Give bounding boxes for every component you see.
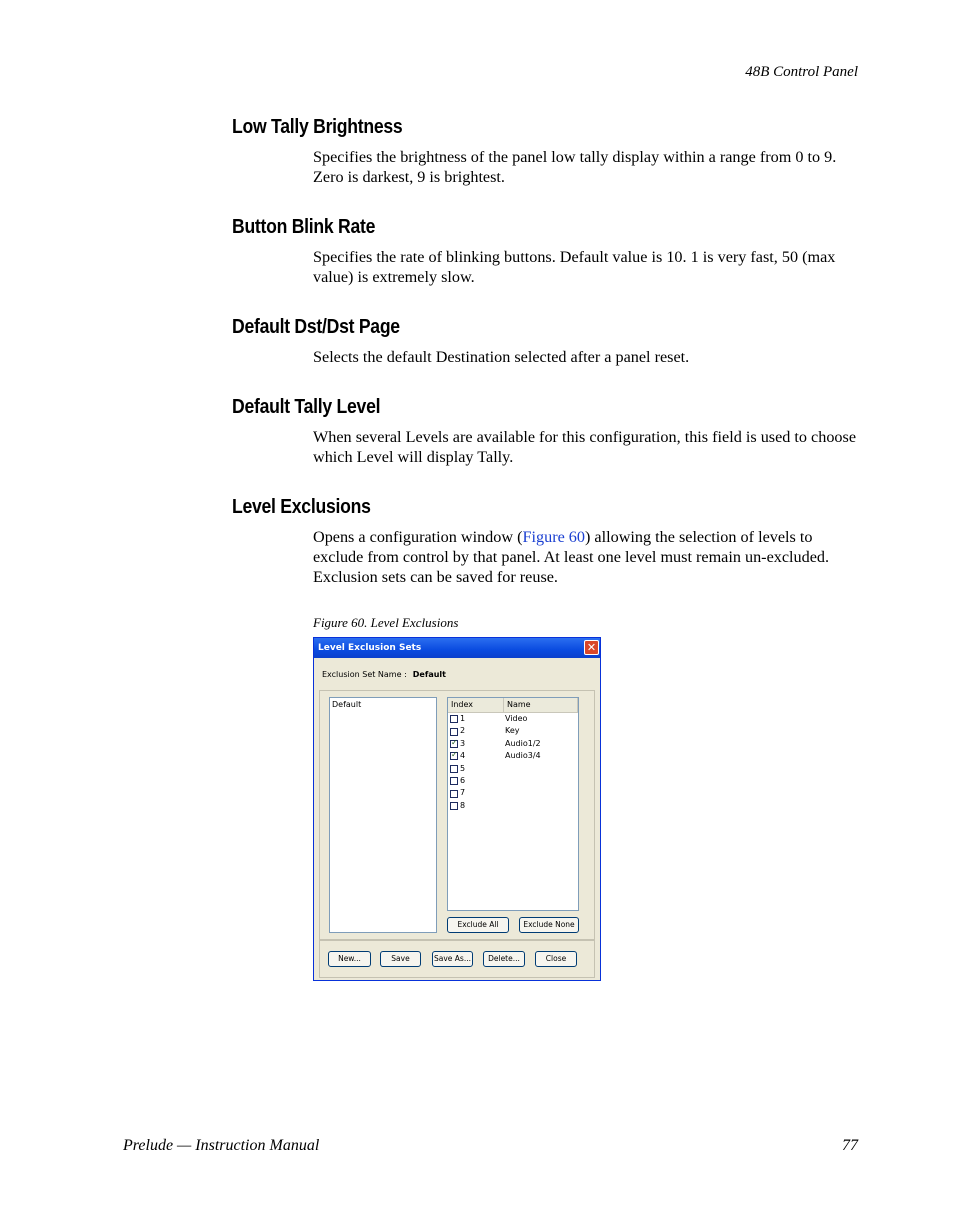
body-text: ) allowing the selection of levels to exclude from control by that panel. At least one level must remain un-excluded. Exclusion sets can be saved for reuse. bbox=[313, 528, 830, 586]
level-exclusion-dialog bbox=[313, 637, 601, 981]
section-heading: Default Tally Level bbox=[232, 396, 381, 418]
level-index: 2 bbox=[460, 726, 466, 736]
set-name-label: Exclusion Set Name : bbox=[322, 670, 407, 679]
level-checkbox[interactable] bbox=[450, 715, 458, 723]
close-icon[interactable]: ✕ bbox=[584, 640, 599, 655]
level-row[interactable] bbox=[448, 725, 578, 737]
level-row[interactable] bbox=[448, 763, 578, 775]
set-name-row bbox=[322, 670, 446, 679]
level-checkbox[interactable] bbox=[450, 740, 458, 748]
level-row[interactable] bbox=[448, 800, 578, 812]
column-header-index[interactable]: Index bbox=[448, 698, 504, 712]
running-header: 48B Control Panel bbox=[745, 64, 858, 80]
level-index: 3 bbox=[460, 738, 466, 748]
level-row[interactable] bbox=[448, 750, 578, 762]
section-default-dst-page bbox=[232, 316, 856, 367]
exclude-none-button[interactable]: Exclude None bbox=[519, 917, 579, 933]
level-checkbox[interactable] bbox=[450, 752, 458, 760]
levels-list[interactable] bbox=[447, 697, 579, 911]
level-index-cell bbox=[448, 725, 505, 737]
column-header-name[interactable]: Name bbox=[504, 698, 578, 712]
level-row[interactable] bbox=[448, 738, 578, 750]
footer-title: Prelude — Instruction Manual bbox=[123, 1137, 320, 1154]
level-checkbox[interactable] bbox=[450, 802, 458, 810]
sets-group bbox=[319, 690, 595, 940]
level-row[interactable] bbox=[448, 713, 578, 725]
section-heading: Low Tally Brightness bbox=[232, 116, 403, 138]
section-heading: Default Dst/Dst Page bbox=[232, 316, 400, 338]
new-button[interactable]: New... bbox=[328, 951, 371, 967]
list-item[interactable]: Default bbox=[332, 700, 362, 709]
level-name: Audio3/4 bbox=[505, 751, 541, 761]
level-index: 5 bbox=[460, 763, 466, 773]
section-body: Selects the default Destination selected after a panel reset. bbox=[313, 348, 690, 366]
level-index-cell bbox=[448, 800, 505, 812]
section-low-tally-brightness bbox=[232, 116, 856, 187]
level-index: 7 bbox=[460, 788, 466, 798]
level-checkbox[interactable] bbox=[450, 765, 458, 773]
level-index-cell bbox=[448, 763, 505, 775]
section-heading: Button Blink Rate bbox=[232, 216, 376, 238]
level-index: 1 bbox=[460, 714, 466, 723]
level-index: 8 bbox=[460, 800, 466, 810]
exclusion-sets-list[interactable] bbox=[329, 697, 437, 933]
close-button[interactable]: Close bbox=[535, 951, 577, 967]
figure-link[interactable]: Figure 60 bbox=[522, 528, 585, 546]
save-button[interactable]: Save bbox=[380, 951, 421, 967]
level-index-cell bbox=[448, 787, 505, 799]
section-level-exclusions bbox=[232, 496, 856, 587]
page-footer bbox=[123, 1137, 858, 1155]
level-checkbox[interactable] bbox=[450, 728, 458, 736]
level-row[interactable] bbox=[448, 775, 578, 787]
level-name: Audio1/2 bbox=[505, 738, 541, 748]
dialog-titlebar bbox=[314, 638, 600, 658]
level-row[interactable] bbox=[448, 787, 578, 799]
section-body: When several Levels are available for this configuration, this field is used to choose which Level will display Tally. bbox=[313, 428, 857, 466]
level-index-cell bbox=[448, 738, 505, 750]
level-rows bbox=[448, 713, 578, 812]
level-checkbox[interactable] bbox=[450, 790, 458, 798]
body-text: Opens a configuration window ( bbox=[313, 528, 523, 546]
section-body: Specifies the rate of blinking buttons. Default value is 10. 1 is very fast, 50 (max value) is extremely slow. bbox=[313, 248, 836, 286]
level-checkbox[interactable] bbox=[450, 777, 458, 785]
level-index-cell bbox=[448, 775, 505, 787]
delete-button[interactable]: Delete... bbox=[483, 951, 525, 967]
section-heading: Level Exclusions bbox=[232, 496, 371, 518]
exclude-all-button[interactable]: Exclude All bbox=[447, 917, 509, 933]
section-button-blink-rate bbox=[232, 216, 856, 287]
level-index-cell bbox=[448, 713, 505, 725]
level-index-cell bbox=[448, 750, 505, 762]
save-as-button[interactable]: Save As... bbox=[432, 951, 473, 967]
level-index: 4 bbox=[460, 751, 466, 761]
set-name-value: Default bbox=[412, 670, 446, 679]
levels-list-header bbox=[448, 698, 578, 713]
page-number: 77 bbox=[842, 1137, 858, 1154]
section-body: Specifies the brightness of the panel low tally display within a range from 0 to 9. Zero is darkest, 9 is brightest. bbox=[313, 148, 837, 186]
section-body bbox=[313, 527, 856, 587]
dialog-button-bar bbox=[319, 940, 595, 978]
level-index: 6 bbox=[460, 775, 466, 785]
dialog-title: Level Exclusion Sets bbox=[318, 643, 422, 653]
section-default-tally-level bbox=[232, 396, 856, 467]
figure-caption: Figure 60. Level Exclusions bbox=[313, 615, 459, 630]
level-name: Key bbox=[505, 726, 520, 736]
level-name: Video bbox=[505, 714, 528, 723]
